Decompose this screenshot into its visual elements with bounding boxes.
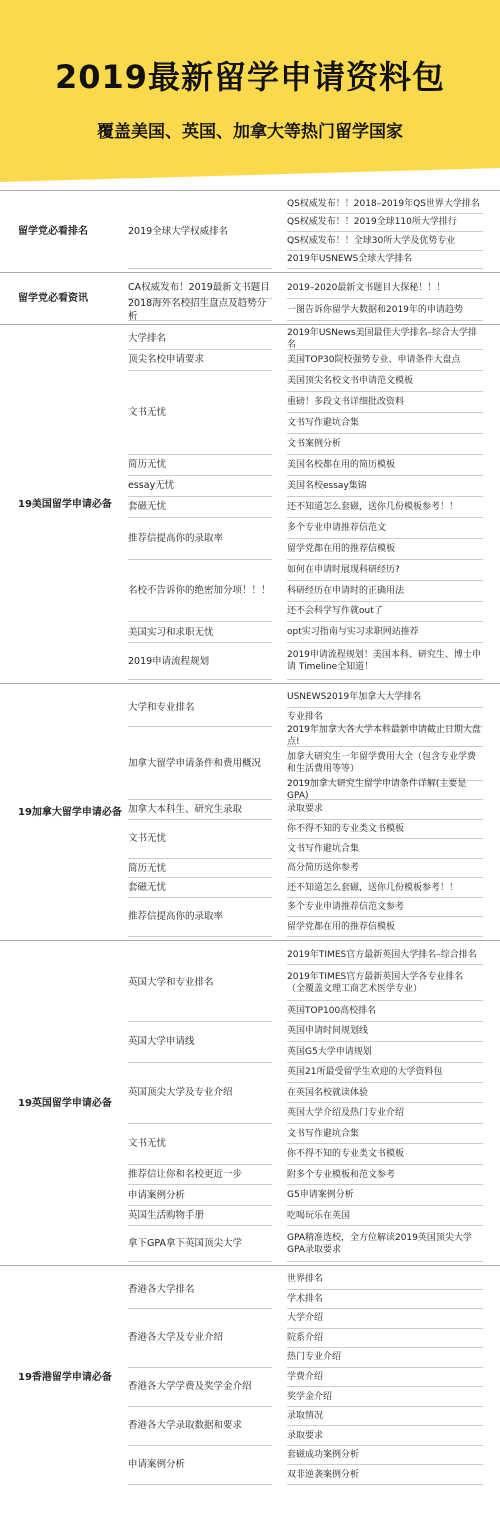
resource-item[interactable] (287, 1083, 483, 1103)
resource-item-label: G5申请案例分析 (287, 1190, 354, 1201)
subcategory-label: 大学排名 (128, 333, 167, 345)
resource-item[interactable] (287, 1144, 483, 1164)
subcategory-label: 香港各大学排名 (128, 1283, 195, 1295)
subcategory (128, 643, 272, 680)
subcategory (128, 518, 272, 560)
resource-item[interactable] (287, 1446, 483, 1466)
section-category: 留学党必看排名 (18, 226, 88, 237)
resource-item-label: 美国顶尖名校文书申请范文模板 (287, 375, 414, 386)
subcategory-label: CA权威发布！2019最新文书题目 (128, 282, 270, 293)
resource-item-label: 吃喝玩乐在英国 (287, 1210, 351, 1221)
page-subtitle: 覆盖美国、英国、加拿大等热门留学国家 (97, 122, 403, 142)
subcategory (128, 727, 272, 800)
resource-item-label: 2019–2020最新文书题目大探秘！！！ (287, 282, 446, 293)
resource-item[interactable] (287, 1226, 483, 1262)
subcategory (128, 1185, 272, 1205)
resource-item[interactable] (287, 965, 483, 1001)
resource-item[interactable] (287, 1001, 483, 1021)
section (0, 324, 500, 683)
subcategory (128, 1165, 272, 1185)
resource-item-label: 如何在申请时展现科研经历? (287, 564, 400, 575)
resource-item-label: 英国21所最受留学生欢迎的大学资料包 (287, 1067, 443, 1078)
resource-item-label: 学术排名 (287, 1293, 324, 1304)
resource-item[interactable] (287, 747, 483, 781)
subcategory (128, 688, 272, 727)
resource-item[interactable] (287, 820, 483, 840)
subcategory (128, 898, 272, 937)
resource-item[interactable] (287, 1022, 483, 1042)
subcategory (128, 1309, 272, 1368)
resource-item-label: 套磁成功案例分析 (287, 1450, 360, 1461)
resource-item[interactable] (287, 413, 483, 434)
section-category: 19英国留学申请必备 (18, 1097, 112, 1109)
section (0, 940, 500, 1265)
subcategory (128, 820, 272, 859)
resource-item[interactable] (287, 1042, 483, 1062)
subcategory-label: 拿下GPA拿下英国顶尖大学 (128, 1238, 242, 1250)
resource-item-label: 文书写作避坑合集 (287, 843, 360, 854)
resource-item[interactable] (287, 434, 483, 455)
resource-item-label: 录取要求 (287, 804, 324, 815)
resource-item[interactable] (287, 1407, 483, 1427)
resource-item-label: 你不得不知的专业类文书模板 (287, 824, 405, 835)
section (0, 272, 500, 324)
section (0, 1265, 500, 1488)
resource-item-label: 英国TOP100高校排名 (287, 1005, 377, 1016)
resource-item[interactable] (287, 1426, 483, 1446)
subcategory-label: 2019全球大学权威排名 (128, 226, 229, 237)
subcategory (128, 800, 272, 820)
subcategory (128, 455, 272, 476)
resource-item-label: 科研经历在申请时的正确用法 (287, 585, 405, 596)
subcategory (128, 1446, 272, 1485)
resource-item[interactable] (287, 195, 483, 214)
subcategory (128, 1407, 272, 1446)
resource-item[interactable] (287, 1465, 483, 1485)
subcategory (128, 1226, 272, 1262)
resource-item[interactable] (287, 1185, 483, 1205)
resource-item-label: 录取要求 (287, 1430, 324, 1441)
resource-item[interactable] (287, 476, 483, 497)
subcategory (128, 859, 272, 879)
resource-item[interactable] (287, 1270, 483, 1290)
subcategory-label: 简历无忧 (128, 459, 167, 471)
section-category: 19美国留学申请必备 (18, 498, 112, 510)
subcategory-label: 名校不告诉你的绝密加分项！！！ (128, 585, 271, 597)
subcategory-label: 香港各大学录取数据和要求 (128, 1420, 243, 1432)
subcategory (128, 560, 272, 623)
resource-item-label: 2019年USNEWS全球大学排名 (287, 254, 413, 265)
resource-item[interactable] (287, 518, 483, 539)
section (0, 190, 500, 272)
resource-item-label: 奖学金介绍 (287, 1391, 333, 1402)
subcategory-label: 推荐信让你和名校更近一步 (128, 1169, 243, 1181)
resource-item-label: 专业排名 (287, 711, 324, 722)
resource-item[interactable] (287, 1348, 483, 1368)
resource-item[interactable] (287, 1329, 483, 1349)
resource-item-label: 文书写作避坑合集 (287, 417, 360, 428)
resource-item-label: 还不知道怎么套磁，送你几份模板参考！！ (287, 882, 459, 893)
resource-item-label: 多个专业申请推荐信范文参考 (287, 902, 405, 913)
resource-item-label: 2019加拿大研究生留学申请条件详解(主要是GPA) (287, 778, 467, 801)
resource-item[interactable] (287, 622, 483, 643)
resource-item[interactable] (287, 560, 483, 581)
resource-item-label: 世界排名 (287, 1274, 324, 1285)
resource-item-label: 美国名校essay集锦 (287, 480, 367, 491)
subcategory-label: 美国实习和求职无忧 (128, 626, 214, 638)
subcategory-label: 文书无忧 (128, 406, 167, 418)
subcategory (128, 329, 272, 350)
resource-item-label: USNEWS2019年加拿大大学排名 (287, 692, 422, 703)
subcategory-label: 英国生活购物手册 (128, 1210, 205, 1222)
section-category: 19香港留学申请必备 (18, 1371, 112, 1383)
subcategory-label: 英国大学申请线 (128, 1036, 195, 1048)
subcategory-label: 顶尖名校申请要求 (128, 354, 205, 366)
subcategory (128, 350, 272, 371)
subcategory-label: 英国大学和专业排名 (128, 977, 214, 989)
resource-item[interactable] (287, 898, 483, 918)
subcategory-label: 大学和专业排名 (128, 701, 195, 713)
resource-item[interactable] (287, 878, 483, 898)
subcategory (128, 299, 272, 321)
resource-item[interactable] (287, 581, 483, 602)
subcategory-label: 加拿大本科生、研究生录取 (128, 803, 243, 815)
resource-item[interactable] (287, 277, 483, 299)
resource-item[interactable] (287, 839, 483, 859)
resource-item-label: 在英国名校就读体验 (287, 1087, 369, 1098)
subcategory (128, 1022, 272, 1063)
resource-item-label: 高分简历送你参考 (287, 863, 360, 874)
resource-item-label: 你不得不知的专业类文书模板 (287, 1149, 405, 1160)
subcategory-label: 简历无忧 (128, 862, 167, 874)
resource-item[interactable] (287, 945, 483, 965)
resource-item-label: 2019年TIMES官方最新英国大学各专业排名（全覆盖文理工商艺术医学专业） (287, 971, 464, 994)
resource-item-label: 重磅！多段文书详细批改资料 (287, 396, 405, 407)
subcategory-label: 申请案例分析 (128, 1189, 186, 1201)
subcategory (128, 622, 272, 643)
resource-item-label: 还不会科学写作就out了 (287, 606, 383, 617)
resource-item-label: 英国大学介绍及热门专业介绍 (287, 1108, 405, 1119)
resource-item[interactable] (287, 371, 483, 392)
resource-item[interactable] (287, 350, 483, 371)
subcategory-label: 套磁无忧 (128, 501, 167, 513)
resource-item-label: 多个专业申请推荐信范文 (287, 522, 387, 533)
resource-item-label: 录取情况 (287, 1411, 324, 1422)
resource-item-label: 2019年USNews美国最佳大学排名–综合大学排名 (287, 327, 478, 350)
resource-item-label: 文书写作避坑合集 (287, 1128, 360, 1139)
resource-item[interactable] (287, 1387, 483, 1407)
subcategory (128, 476, 272, 497)
resource-item[interactable] (287, 602, 483, 623)
subcategory (128, 497, 272, 518)
subcategory-label: 香港各大学及专业介绍 (128, 1332, 224, 1344)
resource-item-label: QS权威发布！！2019全球110所大学排行 (287, 217, 457, 228)
subcategory (128, 945, 272, 1022)
resource-item-label: QS权威发布！！全球30所大学及优势专业 (287, 235, 456, 246)
subcategory (128, 1270, 272, 1309)
subcategory (128, 195, 272, 269)
subcategory (128, 1063, 272, 1124)
subcategory-label: 香港各大学学费及奖学金介绍 (128, 1381, 252, 1393)
subcategory-label: 文书无忧 (128, 1138, 167, 1150)
resource-item-label: 英国申请时间规划线 (287, 1026, 369, 1037)
resource-item-label: 留学党都在用的推荐信模板 (287, 921, 396, 932)
resource-item-label: 还不知道怎么套磁，送你几份模板参考！！ (287, 501, 459, 512)
resource-item[interactable] (287, 497, 483, 518)
resource-item-label: 2019年加拿大各大学本科最新申请截止日期大盘点! (287, 725, 481, 748)
subcategory-label: 推荐信提高你的录取率 (128, 532, 224, 544)
page-title: 2019最新留学申请资料包 (54, 58, 446, 96)
resource-item[interactable] (287, 1124, 483, 1144)
section-category: 19加拿大留学申请必备 (18, 806, 122, 818)
resource-item[interactable] (287, 1063, 483, 1083)
resource-item-label: 美国TOP30院校强势专业、申请条件大盘点 (287, 354, 461, 365)
resource-item-label: 美国名校都在用的简历模板 (287, 459, 396, 470)
resource-item-label: QS权威发布！！2018–2019年QS世界大学排名 (287, 198, 480, 209)
resource-item-label: 附多个专业模板和范文参考 (287, 1169, 396, 1180)
resource-item[interactable] (287, 392, 483, 413)
resource-item-label: 热门专业介绍 (287, 1352, 342, 1363)
section (0, 683, 500, 940)
resource-item[interactable] (287, 778, 483, 801)
resource-item-label: 双非逆袭案例分析 (287, 1469, 360, 1480)
resource-item[interactable] (287, 800, 483, 820)
subcategory (128, 1206, 272, 1226)
resource-item[interactable] (287, 1309, 483, 1329)
subcategory-label: 英国顶尖大学及专业介绍 (128, 1087, 233, 1099)
resource-item-label: 文书案例分析 (287, 438, 342, 449)
resource-item-label: 2019申请流程规划！美国本科、研究生、博士申请 Timeline全知道！ (287, 650, 481, 673)
resource-item[interactable] (287, 1206, 483, 1226)
subcategory (128, 878, 272, 898)
subcategory-label: 2018海外名校招生盘点及趋势分析 (128, 297, 267, 322)
subcategory (128, 1368, 272, 1407)
resource-item-label: opt实习指南与实习求职网站推荐 (287, 627, 419, 638)
resource-item-label: 英国G5大学申请规划 (287, 1046, 372, 1057)
subcategory-label: 2019申请流程规划 (128, 655, 210, 667)
resource-item-label: 一图告诉你留学大数据和2019年的申请趋势 (287, 304, 463, 315)
resource-item-label: 留学党都在用的推荐信模板 (287, 543, 396, 554)
resource-item[interactable] (287, 1165, 483, 1185)
subcategory (128, 371, 272, 455)
resource-item-label: GPA精准选校，全方位解读2019英国顶尖大学GPA录取要求 (287, 1232, 472, 1255)
resource-item-label: 大学介绍 (287, 1313, 324, 1324)
resource-item[interactable] (287, 214, 483, 233)
resource-item[interactable] (287, 1290, 483, 1310)
resource-item[interactable] (287, 251, 483, 270)
subcategory (128, 1124, 272, 1165)
resource-item[interactable] (287, 329, 483, 350)
subcategory-label: 套磁无忧 (128, 882, 167, 894)
resource-item[interactable] (287, 455, 483, 476)
resource-item-label: 2019年TIMES官方最新英国大学排名–综合排名 (287, 949, 477, 960)
resource-item[interactable] (287, 859, 483, 879)
resource-item[interactable] (287, 299, 483, 321)
subcategory-label: essay无忧 (128, 480, 175, 492)
resource-item[interactable] (287, 539, 483, 560)
resource-item[interactable] (287, 1104, 483, 1124)
resource-item[interactable] (287, 1368, 483, 1388)
resource-item[interactable] (287, 643, 483, 680)
resource-item[interactable] (287, 917, 483, 937)
subcategory-label: 加拿大留学申请条件和费用概况 (128, 757, 262, 769)
resource-item[interactable] (287, 727, 483, 747)
subcategory-label: 推荐信提高你的录取率 (128, 911, 224, 923)
resource-item-label: 学费介绍 (287, 1371, 324, 1382)
resource-item[interactable] (287, 232, 483, 251)
resource-item-label: 院系介绍 (287, 1332, 324, 1343)
resource-item[interactable] (287, 688, 483, 708)
section-category: 留学党必看资讯 (18, 293, 88, 304)
subcategory-label: 文书无忧 (128, 833, 167, 845)
resource-item-label: 加拿大研究生一年留学费用大全（包含专业学费和生活费用等等） (287, 752, 477, 775)
subcategory-label: 申请案例分析 (128, 1459, 186, 1471)
